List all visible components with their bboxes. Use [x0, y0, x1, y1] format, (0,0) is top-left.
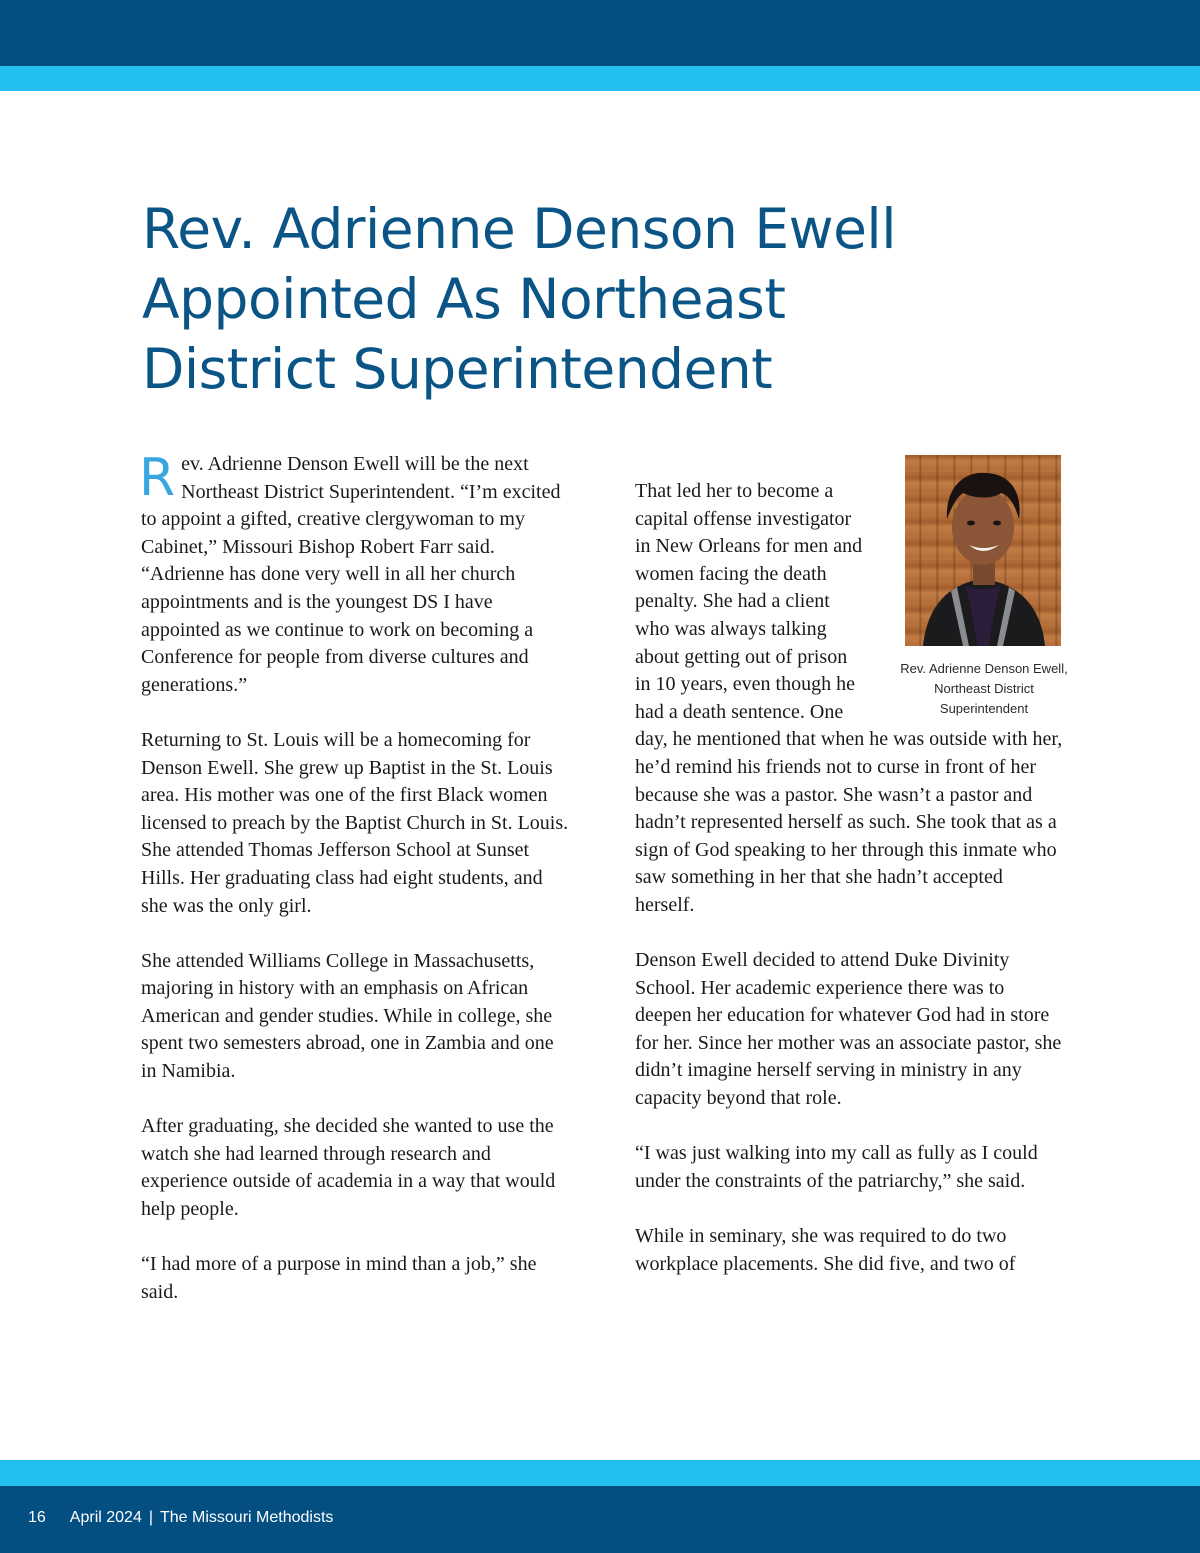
top-banner-dark — [0, 0, 1200, 66]
paragraph-intro — [139, 448, 571, 699]
page-footer — [28, 1506, 333, 1530]
bottom-banner-light — [0, 1460, 1200, 1486]
drop-cap: R — [139, 448, 176, 508]
paragraph-intro-text: ev. Adrienne Denson Ewell will be the next Northeast District Superintendent. “I’m excited to appoint a gifted, creative clergywoman to my Cabinet,” Missouri Bishop Robert Farr said. “Adrienne has done very well in all her church appointments and is the youngest DS I have appointed as we continue to work on becoming a Conference for people from diverse cultures and generations.” — [141, 453, 561, 696]
photo-caption: Rev. Adrienne Denson Ewell, Northeast District Superintendent — [900, 661, 1068, 716]
top-banner-light — [0, 66, 1200, 91]
article-column-right — [635, 478, 1068, 1306]
paragraph-seminary: While in seminary, she was required to do two workplace placements. She did five, and two of — [635, 1225, 1016, 1275]
paragraph-calling-quote: “I was just walking into my call as fully as I could under the constraints of the patriarchy,” she said. — [635, 1142, 1038, 1192]
paragraph-after-graduating: After graduating, she decided she wanted to use the watch she had learned through research and experience outside of academia in a way that would help people. — [141, 1115, 556, 1221]
paragraph-purpose-quote: “I had more of a purpose in mind than a job,” she said. — [141, 1253, 537, 1303]
paragraph-college: She attended Williams College in Massachusetts, majoring in history with an emphasis on African American and gender studies. While in college, she spent two semesters abroad, one in Zambia and one in Namibia. — [141, 949, 554, 1083]
paragraph-homecoming: Returning to St. Louis will be a homecoming for Denson Ewell. She grew up Baptist in the St. Louis area. His mother was one of the first Black women licensed to preach by the Baptist Church in St. Louis. She attended Thomas Jefferson School at Sunset Hills. Her graduating class had eight students, and she was the only girl. — [141, 728, 569, 917]
portrait-illustration — [905, 455, 1061, 646]
headline-line-3: District Superintendent — [142, 337, 773, 401]
article-column-left — [139, 448, 571, 1334]
headline-line-1: Rev. Adrienne Denson Ewell — [142, 197, 896, 261]
portrait-figure — [879, 455, 1069, 719]
portrait-photo — [905, 455, 1061, 646]
article-headline — [142, 194, 1042, 404]
paragraph-duke-divinity: Denson Ewell decided to attend Duke Divinity School. Her academic experience there was to deepen her education for whatever God had in store for her. Since her mother was an associate pastor, she didn’t imagine herself serving in ministry in any capacity beyond that role. — [635, 949, 1062, 1110]
issue-date: April 2024 — [69, 1509, 142, 1526]
footer-separator: | — [148, 1509, 153, 1526]
page-number: 16 — [28, 1509, 46, 1526]
publication-name: The Missouri Methodists — [160, 1509, 334, 1526]
headline-line-2: Appointed As Northeast — [142, 267, 786, 331]
paragraph-investigator: That led her to become a capital offense investigator in New Orleans for men and women facing the death penalty. She had a client who was always talking about getting out of prison in 10 years, even though he had a death sentence. One day, he mentioned that when he was outside with her, he’d remind his friends not to curse in front of her because she was a pastor. She wasn’t a pastor and hadn’t represented herself as such. She took that as a sign of God speaking to her through this inmate who saw something in her that she hadn’t accepted herself. — [635, 480, 1063, 916]
